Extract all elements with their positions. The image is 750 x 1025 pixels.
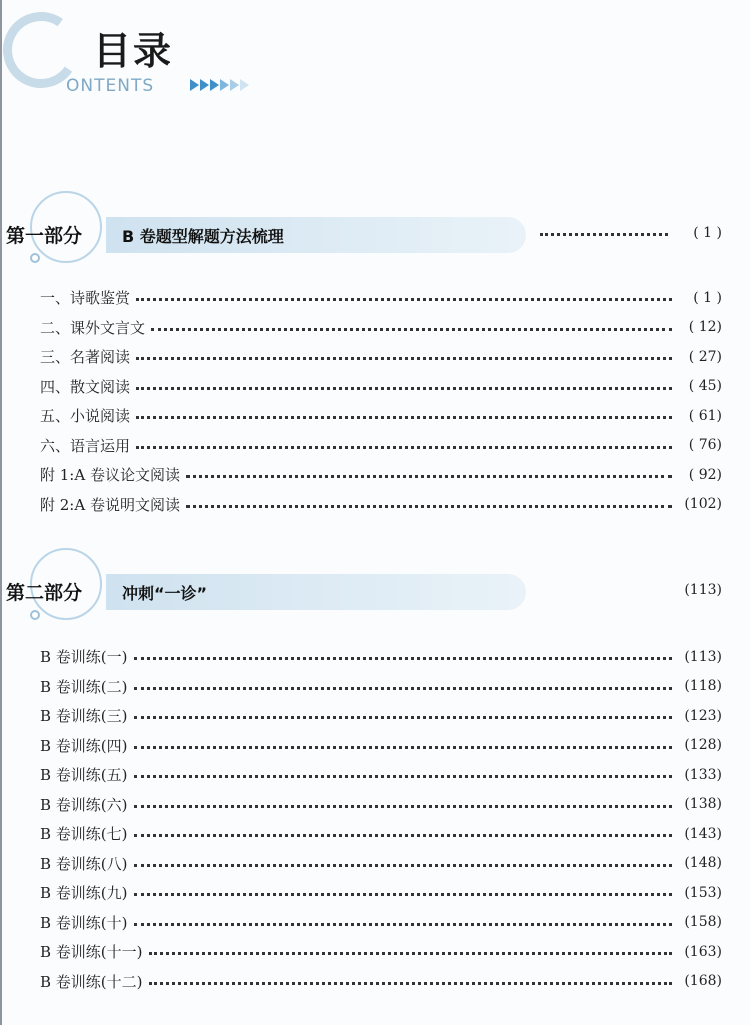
toc-entry-label: B 卷训练(七) [40, 823, 134, 844]
toc-entry-label: 一、诗歌鉴赏 [40, 287, 136, 308]
toc-entry-page: ( 1 ) [693, 289, 722, 306]
toc-entry[interactable] [0, 760, 750, 790]
part-label: 第二部分 [6, 582, 83, 604]
toc-entry-page: ( 45) [688, 378, 722, 395]
dot-leader [134, 657, 673, 660]
toc-entry-label: 附 2:A 卷说明文阅读 [40, 494, 186, 515]
toc-entry-page: ( 92) [688, 466, 722, 483]
arrow-chevrons-icon [190, 79, 249, 91]
toc-entry-page: (143) [684, 825, 722, 842]
dot-leader [134, 775, 673, 778]
part-dot-icon [30, 610, 40, 620]
toc-entry-label: 二、课外文言文 [40, 317, 151, 338]
dot-leader [134, 893, 673, 896]
toc-entry-label: B 卷训练(九) [40, 882, 134, 903]
toc-entry-label: B 卷训练(五) [40, 764, 134, 785]
dot-leader [136, 446, 672, 449]
toc-entry-label: 六、语言运用 [40, 435, 136, 456]
toc-entry-page: (118) [684, 678, 722, 695]
toc-entry-label: B 卷训练(一) [40, 646, 134, 667]
dot-leader [134, 864, 673, 867]
toc-header [0, 0, 750, 120]
toc-entry[interactable] [0, 878, 750, 908]
part-1-entries [0, 283, 750, 519]
toc-entry-page: (123) [684, 707, 722, 724]
toc-entry[interactable] [0, 372, 750, 402]
toc-entry-page: ( 27) [688, 348, 722, 365]
toc-entry[interactable] [0, 849, 750, 879]
toc-entry[interactable] [0, 937, 750, 967]
dot-leader [151, 328, 672, 331]
toc-entry[interactable] [0, 731, 750, 761]
toc-entry-label: 附 1:A 卷议论文阅读 [40, 464, 186, 485]
toc-entry-page: (158) [684, 914, 722, 931]
part-label: 第一部分 [6, 225, 83, 247]
toc-entry-page: ( 61) [688, 407, 722, 424]
toc-entry-label: 四、散文阅读 [40, 376, 136, 397]
part-title: B 卷题型解题方法梳理 [122, 227, 284, 246]
toc-entry[interactable] [0, 283, 750, 313]
toc-entry[interactable] [0, 701, 750, 731]
toc-entry[interactable] [0, 313, 750, 343]
dot-leader [134, 805, 673, 808]
toc-entry-label: B 卷训练(二) [40, 676, 134, 697]
toc-entry-label: B 卷训练(十) [40, 912, 134, 933]
dot-leader [186, 475, 672, 478]
toc-entry-label: B 卷训练(六) [40, 794, 134, 815]
toc-entry[interactable] [0, 642, 750, 672]
dot-leader [134, 834, 673, 837]
part-1-heading[interactable] [0, 203, 750, 273]
part-page-number: ( 1 ) [693, 225, 722, 241]
toc-entry-label: B 卷训练(四) [40, 735, 134, 756]
toc-entry[interactable] [0, 672, 750, 702]
dot-leader [136, 387, 672, 390]
toc-entry-label: B 卷训练(十二) [40, 971, 149, 992]
toc-entry[interactable] [0, 908, 750, 938]
dot-leader [149, 952, 673, 955]
dot-leader [134, 716, 673, 719]
toc-entry-page: (133) [684, 766, 722, 783]
dot-leader [134, 687, 673, 690]
page-subtitle: ONTENTS [66, 76, 155, 96]
page-title: 目录 [93, 29, 174, 73]
dot-leader [136, 298, 672, 301]
toc-entry-page: (168) [684, 973, 722, 990]
toc-entry[interactable] [0, 967, 750, 997]
toc-entry[interactable] [0, 819, 750, 849]
dot-leader [134, 923, 673, 926]
toc-entry-page: (148) [684, 855, 722, 872]
part-page-number: (113) [684, 582, 722, 598]
toc-entry[interactable] [0, 431, 750, 461]
dot-leader [186, 505, 672, 508]
dot-leader [134, 746, 673, 749]
toc-entry[interactable] [0, 460, 750, 490]
toc-entry-page: (163) [684, 943, 722, 960]
toc-entry-page: (128) [684, 737, 722, 754]
toc-entry-label: B 卷训练(八) [40, 853, 134, 874]
toc-entry[interactable] [0, 401, 750, 431]
toc-entry[interactable] [0, 790, 750, 820]
toc-entry-page: (102) [684, 496, 722, 513]
toc-entry-label: B 卷训练(三) [40, 705, 134, 726]
toc-entry[interactable] [0, 490, 750, 520]
part-title: 冲刺“一诊” [122, 584, 208, 603]
toc-entry-page: ( 12) [688, 319, 722, 336]
part-2-heading[interactable] [0, 560, 750, 630]
toc-entry-page: (153) [684, 884, 722, 901]
toc-entry-page: (138) [684, 796, 722, 813]
dot-leader [540, 233, 668, 236]
part-2-entries [0, 642, 750, 996]
toc-entry-page: (113) [684, 648, 722, 665]
toc-entry-label: 五、小说阅读 [40, 405, 136, 426]
toc-entry-label: B 卷训练(十一) [40, 941, 149, 962]
dot-leader [136, 357, 672, 360]
toc-entry-page: ( 76) [688, 437, 722, 454]
dot-leader [136, 416, 672, 419]
toc-entry[interactable] [0, 342, 750, 372]
dot-leader [149, 982, 673, 985]
part-dot-icon [30, 253, 40, 263]
toc-entry-label: 三、名著阅读 [40, 346, 136, 367]
